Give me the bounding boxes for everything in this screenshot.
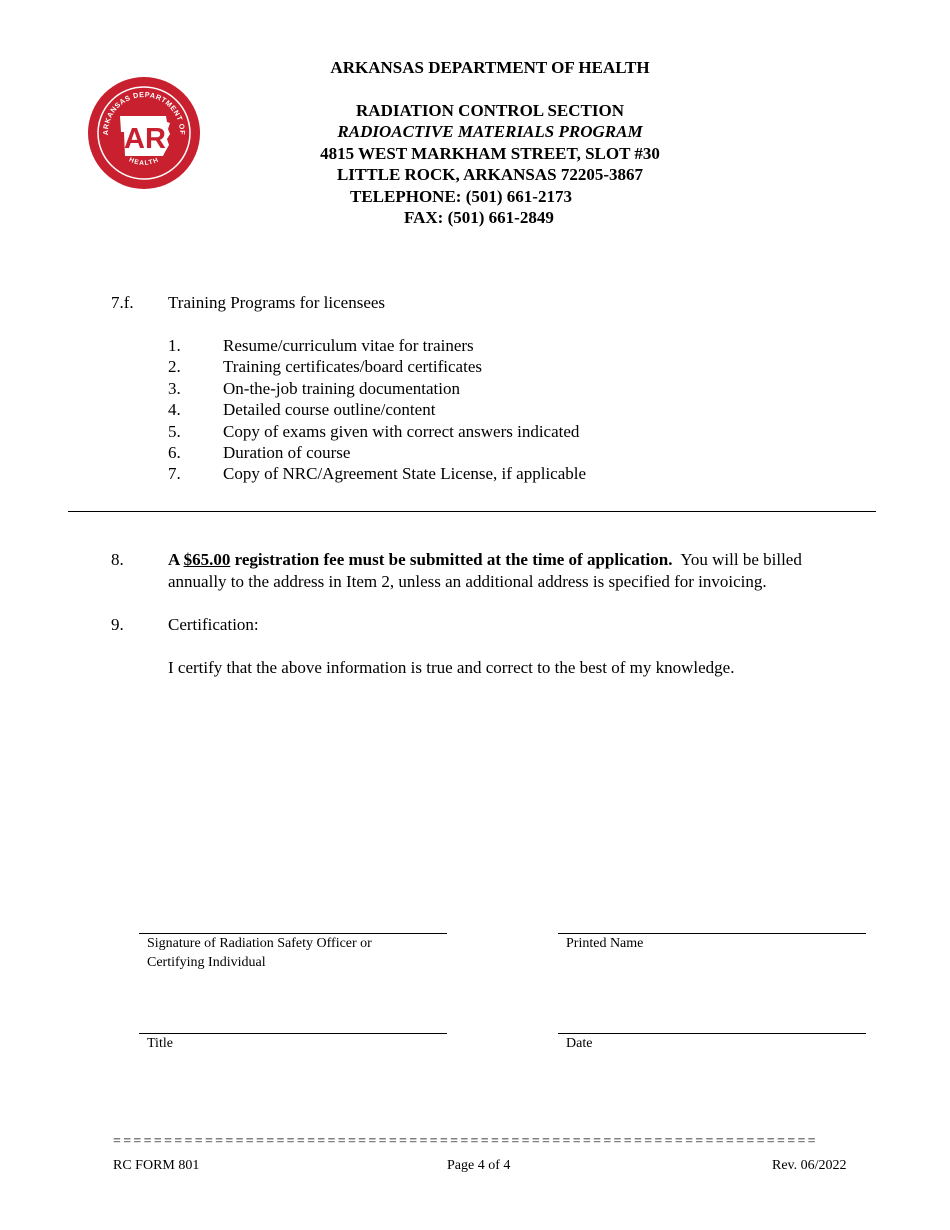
item-8-number: 8. — [111, 550, 124, 569]
item-8-line-1 — [168, 549, 802, 570]
revision-date: Rev. 06/2022 — [772, 1158, 847, 1173]
list-item-number: 2. — [168, 357, 181, 377]
list-item-text: Copy of NRC/Agreement State License, if applicable — [223, 464, 587, 484]
adh-seal-logo — [87, 76, 201, 190]
date-line[interactable] — [558, 1033, 866, 1034]
list-item-number: 3. — [168, 378, 181, 398]
signature-label-line-1: Signature of Radiation Safety Officer or — [147, 936, 372, 951]
telephone: TELEPHONE: (501) 661-2173 — [350, 187, 572, 206]
signature-label-line-2: Certifying Individual — [147, 955, 266, 970]
form-number: RC FORM 801 — [113, 1158, 200, 1173]
printed-name-label: Printed Name — [566, 936, 644, 951]
fee-prefix: A — [168, 550, 184, 569]
date-label: Date — [566, 1036, 593, 1051]
logo-ring-text-top: ARKANSAS DEPARTMENT OF — [100, 89, 188, 136]
logo-ring-text-bottom: HEALTH — [127, 156, 161, 167]
fee-amount: $65.00 — [183, 550, 231, 569]
billing-note: You will be billed — [672, 550, 802, 569]
item-7f-title: Training Programs for licensees — [168, 293, 386, 312]
agency-name: ARKANSAS DEPARTMENT OF HEALTH — [330, 58, 650, 77]
certification-statement: I certify that the above information is true and correct to the best of my knowledge. — [168, 658, 735, 677]
item-9-title: Certification: — [168, 615, 259, 634]
list-item-text: Duration of course — [223, 442, 351, 462]
list-item-text: Training certificates/board certificates — [223, 357, 482, 377]
list-item-text: Resume/curriculum vitae for trainers — [223, 336, 474, 355]
item-7f-number: 7.f. — [111, 293, 134, 312]
title-line[interactable] — [139, 1033, 447, 1034]
city-address: LITTLE ROCK, ARKANSAS 72205-3867 — [336, 165, 644, 184]
item-9-number: 9. — [111, 615, 124, 634]
logo-initials: AR — [124, 123, 166, 155]
item-8-line-2: annually to the address in Item 2, unless an additional address is specified for invoicing. — [168, 572, 767, 591]
list-item-text: On-the-job training documentation — [223, 378, 460, 398]
section-divider — [68, 511, 876, 512]
fee-statement: registration fee must be submitted at the time of application. — [230, 550, 673, 569]
fax: FAX: (501) 661-2849 — [404, 208, 554, 227]
list-item-number: 4. — [168, 400, 181, 420]
page-number: Page 4 of 4 — [447, 1158, 511, 1173]
program-name: RADIOACTIVE MATERIALS PROGRAM — [337, 122, 643, 141]
list-item-text: Detailed course outline/content — [223, 400, 436, 420]
list-item-number: 5. — [168, 421, 181, 441]
section-name: RADIATION CONTROL SECTION — [356, 101, 624, 120]
title-label: Title — [147, 1036, 173, 1051]
list-item-number: 1. — [168, 336, 181, 355]
footer-separator: ===================================================================== — [113, 1134, 818, 1149]
signature-label — [147, 934, 372, 972]
street-address: 4815 WEST MARKHAM STREET, SLOT #30 — [320, 144, 660, 163]
list-item-number: 6. — [168, 442, 181, 462]
list-item-text: Copy of exams given with correct answers indicated — [223, 421, 580, 441]
list-item-number: 7. — [168, 464, 181, 484]
